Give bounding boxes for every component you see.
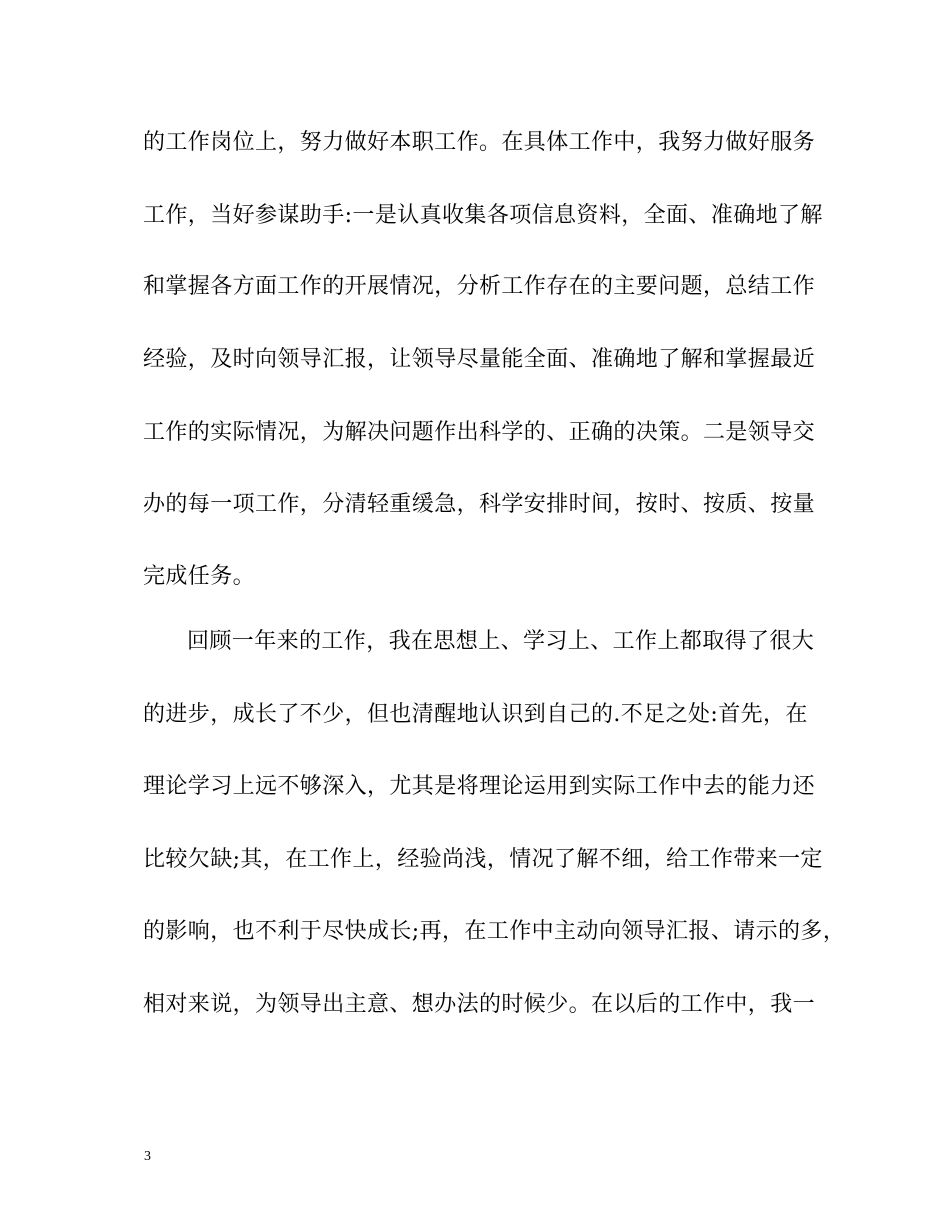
text-line: 完成任务。 [143, 564, 256, 589]
text-line: 理论学习上远不够深入，尤其是将理论运用到实际工作中去的能力还 [143, 774, 816, 799]
text-line: 工作的实际情况，为解决问题作出科学的、正确的决策。二是领导交 [143, 420, 816, 445]
paragraph-first-line: 回顾一年来的工作，我在思想上、学习上、工作上都取得了很大 [187, 629, 815, 654]
text-line: 相对来说，为领导出主意、想办法的时候少。在以后的工作中，我一 [143, 992, 816, 1017]
text-line: 比较欠缺;其，在工作上，经验尚浅，情况了解不细，给工作带来一定 [143, 847, 823, 872]
text-line: 经验，及时向领导汇报，让领导尽量能全面、准确地了解和掌握最近 [143, 347, 816, 372]
page-number: 3 [144, 1149, 151, 1164]
text-line: 办的每一项工作，分清轻重缓急，科学安排时间，按时、按质、按量 [143, 492, 816, 517]
text-line: 和掌握各方面工作的开展情况，分析工作存在的主要问题，总结工作 [143, 274, 816, 299]
text-line: 的进步，成长了不少，但也清醒地认识到自己的.不足之处:首先，在 [143, 702, 808, 727]
text-line: 的工作岗位上，努力做好本职工作。在具体工作中，我努力做好服务 [143, 130, 816, 155]
text-line: 的影响，也不利于尽快成长;再，在工作中主动向领导汇报、请示的多， [143, 919, 846, 944]
text-line: 工作，当好参谋助手:一是认真收集各项信息资料，全面、准确地了解 [143, 203, 823, 228]
